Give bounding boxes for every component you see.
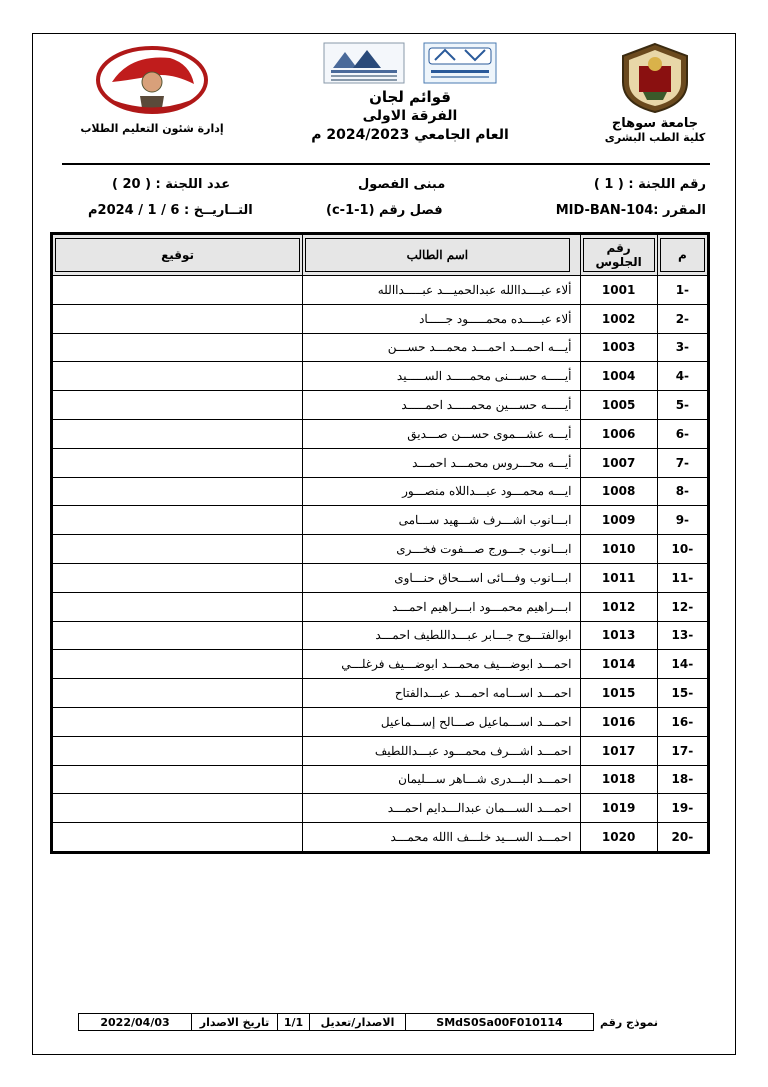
row-index: 9-	[657, 506, 708, 535]
form-number: SMdS0Sa00F010114	[406, 1013, 594, 1031]
students-table	[50, 232, 710, 854]
iso-certification-logo	[423, 42, 497, 84]
student-name: ابـــانوب جـــورج صـــفوت فخـــرى	[303, 535, 580, 564]
student-name: ألاء عبـــــده محمـــــود جـــــاد	[303, 304, 580, 333]
row-index: 10-	[657, 535, 708, 564]
faculty-name: كلية الطب البشرى	[604, 131, 706, 144]
seat-number: 1004	[580, 362, 657, 391]
row-index: 13-	[657, 621, 708, 650]
seat-number: 1011	[580, 563, 657, 592]
student-name: ابـــانوب اشـــرف شـــهيد ســـامى	[303, 506, 580, 535]
student-name: ايـــه محمـــود عبـــداللاه منصـــور	[303, 477, 580, 506]
table-row	[52, 362, 709, 391]
university-header	[590, 42, 720, 144]
row-index: 19-	[657, 794, 708, 823]
table-row	[52, 535, 709, 564]
row-index: 5-	[657, 391, 708, 420]
university-name: جامعة سوهاج	[611, 116, 699, 131]
seat-number: 1019	[580, 794, 657, 823]
signature-cell	[52, 679, 303, 708]
seat-number: 1005	[580, 391, 657, 420]
header-student-name: اسم الطالب	[303, 234, 580, 276]
table-row	[52, 736, 709, 765]
table-row	[52, 621, 709, 650]
department-name: إدارة شئون التعليم الطلاب	[80, 122, 224, 135]
row-index: 4-	[657, 362, 708, 391]
row-index: 20-	[657, 823, 708, 853]
row-index: 1-	[657, 276, 708, 305]
table-row	[52, 448, 709, 477]
row-index: 3-	[657, 333, 708, 362]
level-title: الفرقة الاولى	[362, 108, 458, 124]
row-index: 15-	[657, 679, 708, 708]
building-name: مبنى الفصول	[358, 177, 446, 192]
department-header	[62, 42, 242, 135]
seat-number: 1014	[580, 650, 657, 679]
signature-cell	[52, 535, 303, 564]
department-logo	[90, 42, 214, 116]
signature-cell	[52, 650, 303, 679]
table-row	[52, 765, 709, 794]
table-row	[52, 391, 709, 420]
exam-date: التــاريــخ : 6 / 1 / 2024م	[88, 203, 253, 218]
header-index: م	[657, 234, 708, 276]
table-row	[52, 419, 709, 448]
signature-cell	[52, 448, 303, 477]
signature-cell	[52, 592, 303, 621]
seat-number: 1015	[580, 679, 657, 708]
classroom-number: فصل رقم (1-1-c)	[326, 203, 443, 218]
signature-cell	[52, 419, 303, 448]
header-signature: توقيع	[52, 234, 303, 276]
student-name: ألاء عبــــداالله عبدالحميـــد عبـــــداالله	[303, 276, 580, 305]
signature-cell	[52, 823, 303, 853]
committee-number: رقم اللجنة : ( 1 )	[593, 177, 706, 192]
table-row	[52, 592, 709, 621]
signature-cell	[52, 736, 303, 765]
seat-number: 1001	[580, 276, 657, 305]
row-index: 17-	[657, 736, 708, 765]
student-name: احمـــد اشـــرف محمـــود عبـــداللطيف	[303, 736, 580, 765]
signature-cell	[52, 765, 303, 794]
signature-cell	[52, 276, 303, 305]
student-name: ابـــانوب وفـــائى اســـحاق حنـــاوى	[303, 563, 580, 592]
table-row	[52, 563, 709, 592]
row-index: 6-	[657, 419, 708, 448]
document-title-block	[300, 42, 520, 145]
table-row	[52, 333, 709, 362]
seat-number: 1006	[580, 419, 657, 448]
issue-date-label: تاريخ الاصدار	[192, 1013, 278, 1031]
form-footer	[78, 1013, 702, 1031]
header-divider	[62, 163, 710, 165]
table-row	[52, 679, 709, 708]
table-row	[52, 304, 709, 333]
table-row	[52, 794, 709, 823]
version-label: الاصدار/تعديل	[310, 1013, 406, 1031]
signature-cell	[52, 477, 303, 506]
form-number-label: نموذج رقم	[600, 1015, 658, 1029]
signature-cell	[52, 391, 303, 420]
student-name: احمـــد اســـامه احمـــد عبـــدالفتاح	[303, 679, 580, 708]
committee-count: عدد اللجنة : ( 20 )	[112, 177, 231, 192]
student-name: ابـــراهيم محمـــود ابـــراهيم احمـــد	[303, 592, 580, 621]
seat-number: 1003	[580, 333, 657, 362]
student-name: احمـــد اســـماعيل صـــالح إســـماعيل	[303, 707, 580, 736]
student-name: احمـــد ابوضـــيف محمـــد ابوضـــيف فرغلـــي	[303, 650, 580, 679]
course-code: المقرر :MID-BAN-104	[555, 203, 706, 218]
table-row	[52, 477, 709, 506]
table-header-row	[52, 234, 709, 276]
student-name: أيـــه عشـــموى حســـن صـــديق	[303, 419, 580, 448]
table-row	[52, 823, 709, 853]
seat-number: 1018	[580, 765, 657, 794]
student-name: أيـــــه حســـين محمـــــد احمـــــد	[303, 391, 580, 420]
row-index: 11-	[657, 563, 708, 592]
signature-cell	[52, 506, 303, 535]
academic-year: العام الجامعي 2024/2023 م	[311, 127, 509, 143]
seat-number: 1010	[580, 535, 657, 564]
list-title: قوائم لجان	[369, 88, 451, 106]
student-name: احمـــد الســـيد خلـــف االله محمـــد	[303, 823, 580, 853]
university-logo	[617, 42, 693, 114]
seat-number: 1016	[580, 707, 657, 736]
table-row	[52, 707, 709, 736]
version-value: 1/1	[278, 1013, 310, 1031]
row-index: 7-	[657, 448, 708, 477]
student-name: ابوالفتـــوح جـــابر عبـــداللطيف احمـــد	[303, 621, 580, 650]
seat-number: 1009	[580, 506, 657, 535]
issue-date: 2022/04/03	[78, 1013, 192, 1031]
seat-number: 1013	[580, 621, 657, 650]
seat-number: 1012	[580, 592, 657, 621]
seat-number: 1020	[580, 823, 657, 853]
student-name: أيـــه احمـــد احمـــد محمـــد حســـن	[303, 333, 580, 362]
student-name: احمـــد البـــدرى شـــاهر ســـليمان	[303, 765, 580, 794]
seat-number: 1007	[580, 448, 657, 477]
accreditation-logo	[323, 42, 405, 84]
certification-logos	[300, 42, 520, 84]
row-index: 8-	[657, 477, 708, 506]
signature-cell	[52, 794, 303, 823]
student-name: أيـــــه حســـنى محمـــــد الســـــيد	[303, 362, 580, 391]
table-row	[52, 276, 709, 305]
student-name: أيـــه محـــروس محمـــد احمـــد	[303, 448, 580, 477]
seat-number: 1008	[580, 477, 657, 506]
row-index: 14-	[657, 650, 708, 679]
row-index: 16-	[657, 707, 708, 736]
signature-cell	[52, 304, 303, 333]
row-index: 2-	[657, 304, 708, 333]
seat-number: 1002	[580, 304, 657, 333]
signature-cell	[52, 333, 303, 362]
student-name: احمـــد الســـمان عبدالـــدايم احمـــد	[303, 794, 580, 823]
row-index: 12-	[657, 592, 708, 621]
header-seat-number: رقم الجلوس	[580, 234, 657, 276]
table-row	[52, 650, 709, 679]
seat-number: 1017	[580, 736, 657, 765]
signature-cell	[52, 563, 303, 592]
table-row	[52, 506, 709, 535]
signature-cell	[52, 621, 303, 650]
signature-cell	[52, 362, 303, 391]
signature-cell	[52, 707, 303, 736]
row-index: 18-	[657, 765, 708, 794]
